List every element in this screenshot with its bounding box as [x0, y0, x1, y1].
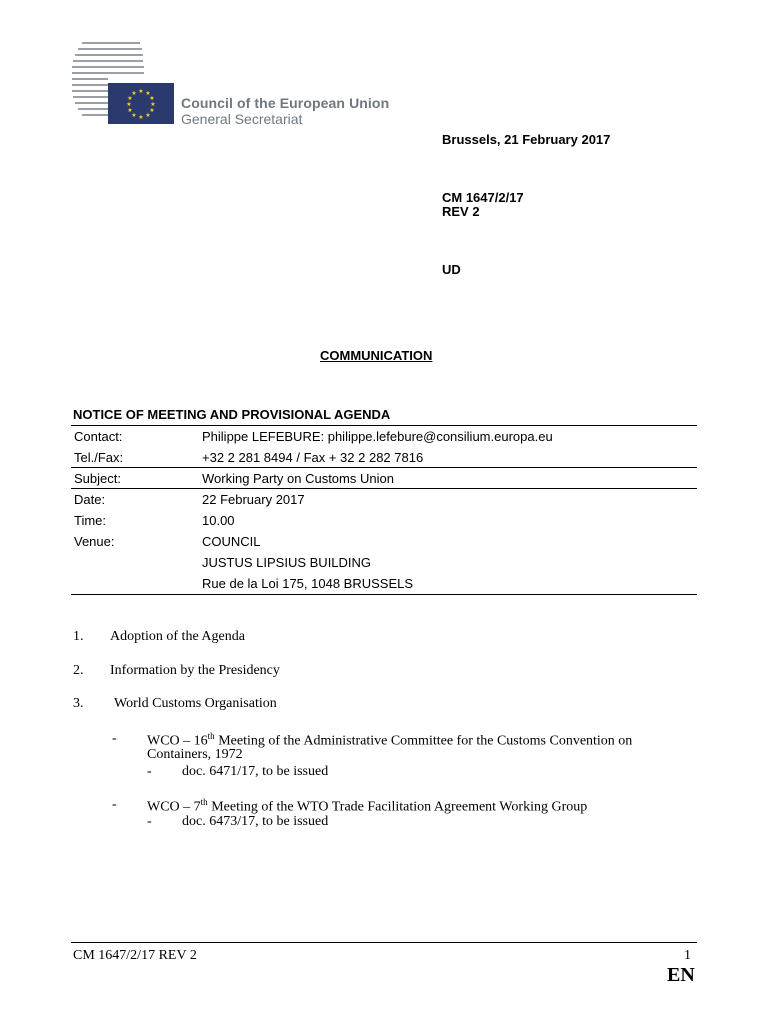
eu-flag-icon [108, 83, 174, 124]
sub-item-2-doc: doc. 6473/17, to be issued [182, 814, 329, 829]
agenda-item-1: Adoption of the Agenda [110, 629, 245, 644]
contact-value: Philippe LEFEBURE: philippe.lefebure@consilium.europa.eu [202, 429, 553, 444]
agenda-item-2: Information by the Presidency [110, 663, 280, 678]
date-value: 22 February 2017 [202, 492, 305, 507]
agenda-item-2-number: 2. [73, 663, 84, 678]
revision: REV 2 [442, 204, 480, 219]
svg-text:★: ★ [149, 107, 155, 114]
sub-item-1-ordinal: th [207, 731, 215, 741]
sub-item-2-doc-dash: - [147, 814, 152, 829]
svg-text:★: ★ [138, 114, 144, 121]
tel-value: +32 2 281 8494 / Fax + 32 2 282 7816 [202, 450, 424, 465]
venue-label: Venue: [74, 534, 115, 549]
notice-title: NOTICE OF MEETING AND PROVISIONAL AGENDA [73, 407, 391, 422]
tel-label: Tel./Fax: [74, 450, 124, 465]
sub-item-2-prefix: WCO – 7 [147, 799, 201, 815]
divider [71, 488, 697, 489]
svg-text:★: ★ [149, 95, 155, 102]
svg-text:★: ★ [127, 95, 133, 102]
document-title: COMMUNICATION [320, 348, 433, 363]
svg-text:★: ★ [131, 90, 137, 97]
subject-value: Working Party on Customs Union [202, 471, 394, 486]
venue-line-2: JUSTUS LIPSIUS BUILDING [202, 555, 372, 570]
language-code: EN [667, 964, 695, 986]
time-label: Time: [74, 513, 107, 528]
svg-text:★: ★ [126, 101, 132, 108]
agenda-item-1-number: 1. [73, 629, 84, 644]
sub-item-2-text: Meeting of the WTO Trade Facilitation Agreement Working Group [207, 799, 588, 815]
sub-item-2 [147, 797, 587, 816]
svg-text:★: ★ [138, 88, 144, 95]
agenda-item-3: World Customs Organisation [114, 696, 277, 711]
org-name: Council of the European Union [181, 95, 390, 111]
date-label: Date: [74, 492, 106, 507]
svg-text:★: ★ [145, 90, 151, 97]
place-date: Brussels, 21 February 2017 [442, 132, 611, 147]
sub-item-1-dash: - [112, 731, 117, 746]
divider [71, 467, 697, 468]
venue-line-1: COUNCIL [202, 534, 261, 549]
org-subtitle: General Secretariat [181, 111, 303, 127]
svg-text:★: ★ [150, 101, 156, 108]
svg-text:★: ★ [127, 107, 133, 114]
agenda-item-3-number: 3. [73, 696, 84, 711]
sub-item-2-ordinal: th [200, 797, 208, 807]
sub-item-2-dash: - [112, 797, 117, 812]
divider [71, 425, 697, 426]
time-value: 10.00 [202, 513, 235, 528]
subject-label: Subject: [74, 471, 121, 486]
divider [71, 594, 697, 595]
page-number: 1 [684, 948, 691, 963]
document-reference: CM 1647/2/17 [442, 190, 524, 205]
svg-text:★: ★ [145, 112, 151, 119]
footer-doc-reference: CM 1647/2/17 REV 2 [73, 948, 197, 963]
sub-item-1-doc: doc. 6471/17, to be issued [182, 764, 329, 779]
footer-divider [71, 942, 697, 943]
classification: UD [442, 262, 461, 277]
svg-text:★: ★ [131, 112, 137, 119]
contact-label: Contact: [74, 429, 123, 444]
sub-item-1-prefix: WCO – 16 [147, 733, 208, 749]
venue-line-3: Rue de la Loi 175, 1048 BRUSSELS [202, 576, 414, 591]
sub-item-1-line-2: Containers, 1972 [147, 747, 243, 762]
sub-item-1-text: Meeting of the Administrative Committee for the Customs Convention on [214, 733, 633, 749]
sub-item-1-doc-dash: - [147, 764, 152, 779]
